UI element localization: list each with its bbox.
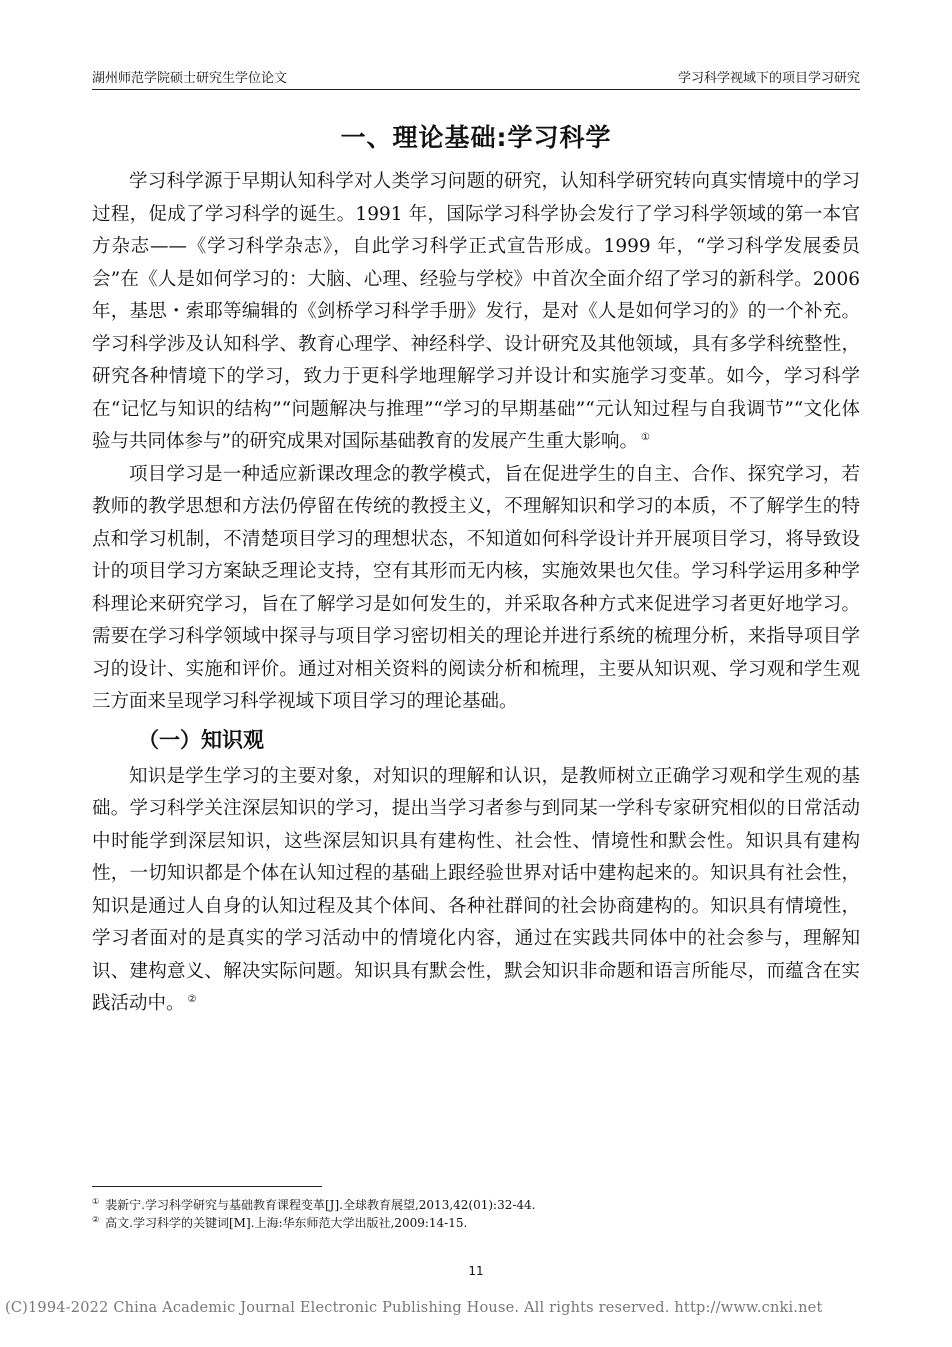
- footnotes: [92, 1196, 860, 1232]
- header-divider: [92, 89, 860, 90]
- footnote-ref-2: ②: [187, 993, 197, 1005]
- paragraph-project-learning: 项目学习是一种适应新课改理念的教学模式，旨在促进学生的自主、合作、探究学习，若教师的教学思想和方法仍停留在传统的教授主义，不理解知识和学习的本质，不了解学生的特点和学习机制，不清楚项目学习的理想状态，不知道如何科学设计并开展项目学习，将导致设计的项目学习方案缺乏理论支持，空有其形而无内核，实施效果也欠佳。学习科学运用多种学科理论来研究学习，旨在了解学习是如何发生的，并采取各种方式来促进学习者更好地学习。需要在学习科学领域中探寻与项目学习密切相关的理论并进行系统的梳理分析，来指导项目学习的设计、实施和评价。通过对相关资料的阅读分析和梳理，主要从知识观、学习观和学生观三方面来呈现学习科学视域下项目学习的理论基础。: [92, 463, 860, 712]
- copyright-watermark: (C)1994-2022 China Academic Journal Electronic Publishing House. All rights reserved. http://www.cnki.net: [5, 1300, 823, 1316]
- footnote-ref-1: ①: [640, 431, 650, 443]
- paragraph-knowledge-view: 知识是学生学习的主要对象，对知识的理解和认识，是教师树立正确学习观和学生观的基础。学习科学关注深层知识的学习，提出当学习者参与到同某一学科专家研究相似的日常活动中时能学到深层知识，这些深层知识具有建构性、社会性、情境性和默会性。知识具有建构性，一切知识都是个体在认知过程的基础上跟经验世界对话中建构起来的。知识具有社会性，知识是通过人自身的认知过程及其个体间、各种社群间的社会协商建构的。知识具有情境性，学习者面对的是真实的学习活动中的情境化内容，通过在实践共同体中的社会参与，理解知识、建构意义、解决实际问题。知识具有默会性，默会知识非命题和语言所能尽，而蕴含在实践活动中。 ②: [92, 765, 860, 1014]
- running-header-right: 学习科学视域下的项目学习研究: [677, 71, 860, 86]
- footnote-1: ① 裴新宁.学习科学研究与基础教育课程变革[J].全球教育展望,2013,42(01):32-44.: [92, 1197, 536, 1212]
- chapter-title: 一、理论基础:学习科学: [340, 123, 612, 152]
- footnote-divider: [92, 1186, 322, 1187]
- section-heading-knowledge-view: （一）知识观: [138, 727, 264, 752]
- page-body: [92, 166, 860, 1021]
- footnote-2: ② 高文.学习科学的关键词[M].上海:华东师范大学出版社,2009:14-15.: [92, 1215, 468, 1230]
- page-number: 11: [468, 1264, 484, 1278]
- running-header-left: 湖州师范学院硕士研究生学位论文: [92, 71, 288, 86]
- paragraph-learning-sciences-origin: 学习科学源于早期认知科学对人类学习问题的研究，认知科学研究转向真实情境中的学习过程，促成了学习科学的诞生。1991 年，国际学习科学协会发行了学习科学领域的第一本官方杂志——《学习科学杂志》，自此学习科学正式宣告形成。1999 年，“学习科学发展委员会”在《人是如何学习的：大脑、心理、经验与学校》中首次全面介绍了学习的新科学。2006 年，基思・索耶等编辑的《剑桥学习科学手册》发行，是对《人是如何学习的》的一个补充。学习科学涉及认知科学、教育心理学、神经科学、设计研究及其他领域，具有多学科统整性，研究各种情境下的学习，致力于更科学地理解学习并设计和实施学习变革。如今，学习科学在“记忆与知识的结构”“问题解决与推理”“学习的早期基础”“元认知过程与自我调节”“文化体验与共同体参与”的研究成果对国际基础教育的发展产生重大影响。 ①: [92, 171, 860, 452]
